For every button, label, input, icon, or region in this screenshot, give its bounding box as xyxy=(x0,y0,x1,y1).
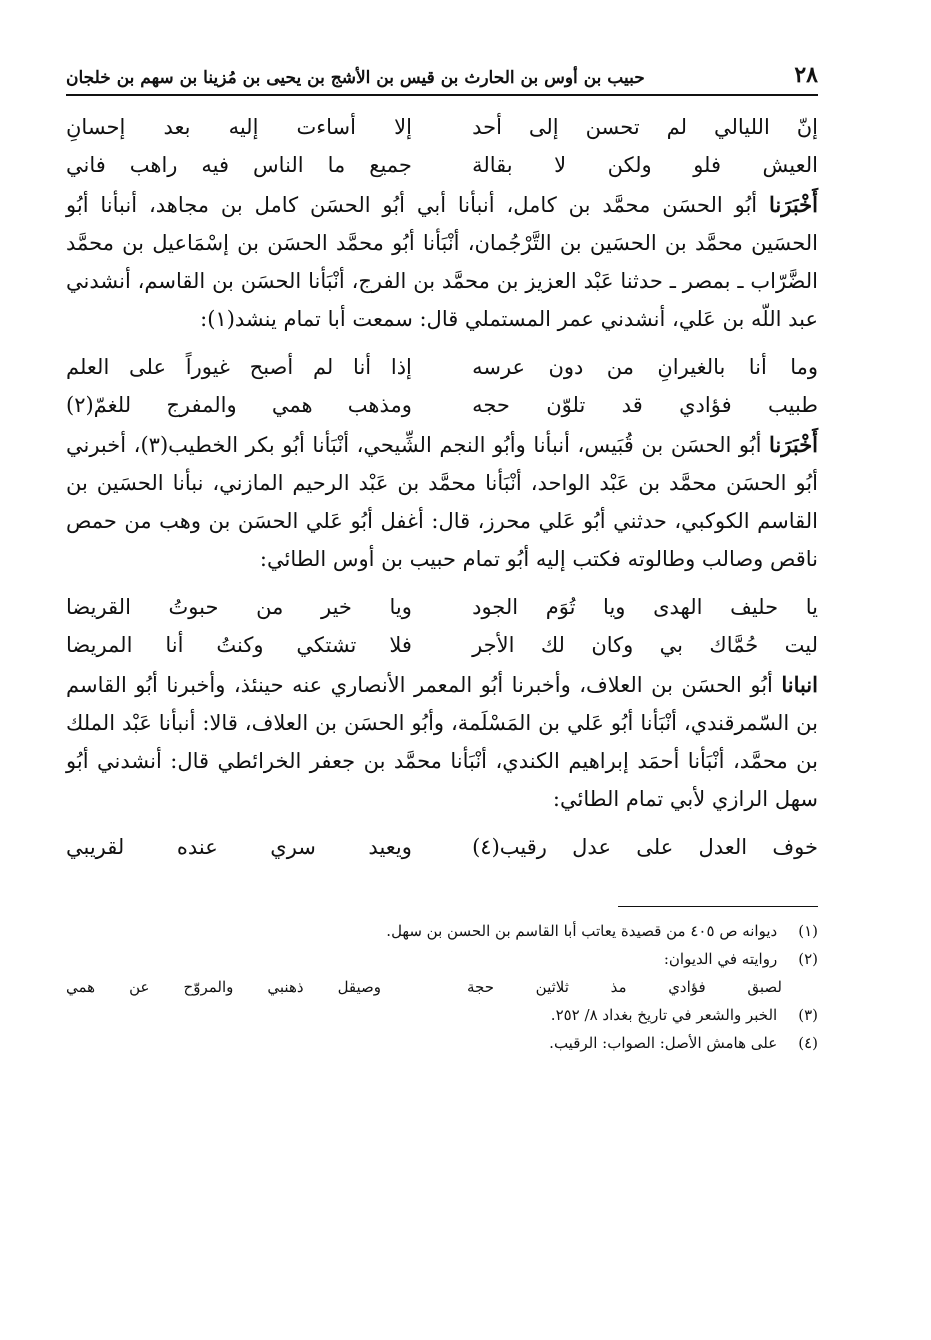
footnote-text: على هامش الأصل: الصواب: الرقيب. xyxy=(549,1034,778,1052)
footnote-number: (٤) xyxy=(798,1034,818,1052)
verse-second-hemistich: ومذهب همي والمفرج للغمّ(٢) xyxy=(66,393,412,417)
footnote xyxy=(66,1029,818,1057)
footnote xyxy=(66,917,818,945)
paragraph-text: أبُو الحسَن بن قُبَيس، أنبأنا وأبُو النجم الشِّيحي، أنْبَأنا أبُو بكر الخطيب(٣)، أخبرني أبُو الحسَن محمَّد بن عَبْد الواحد، أنْبَأنا محمَّد بن عَبْد الرحيم المازني، نبأنا الحسَين بن القاسم الكوكبي، حدثني أبُو عَلي محرز، قال: أغفل أبُو عَلي الحسَن بن وهب من حمص ناقص وصالب وطالوته فكتب إليه أبُو تمام حبيب بن أوس الطائي: xyxy=(66,433,818,571)
running-title: حبيب بن أوس بن الحارث بن قيس بن الأشج بن يحيى بن مُزينا بن سهم بن خلجان xyxy=(66,68,645,88)
footnote xyxy=(66,1001,818,1029)
verse-first-hemistich: وما أنا بالغيرانِ من دون عرسه xyxy=(472,355,818,379)
paragraph-lead-word: انبانا xyxy=(781,672,818,697)
verse-line xyxy=(66,108,818,146)
verse-line xyxy=(66,348,818,386)
verse-first-hemistich: إنّ الليالي لم تحسن إلى أحد xyxy=(472,115,818,139)
verse-first-hemistich: خوف العدل على عدل رقيب(٤) xyxy=(472,835,818,859)
verse-first-hemistich: طبيب فؤادي قد تلوّن حجه xyxy=(472,393,818,417)
verse-second-hemistich: جميع ما الناس فيه راهب فاني xyxy=(66,153,412,177)
footnote-number: (١) xyxy=(798,922,818,940)
verse-second-hemistich: ويعيد سري عنده لقريبي xyxy=(66,835,412,859)
narration-paragraph xyxy=(66,426,818,578)
verse-second-hemistich: وصيقل ذهنبي والمروّح عن همي xyxy=(66,978,382,996)
footnote-number: (٢) xyxy=(798,950,818,968)
footnote-text: الخبر والشعر في تاريخ بغداد ٨/ ٢٥٢. xyxy=(550,1006,778,1024)
verse-first-hemistich: يا حليف الهدى ويا تُوَم الجود xyxy=(472,595,818,619)
narration-paragraph xyxy=(66,186,818,338)
verse-line xyxy=(66,386,818,424)
verse-second-hemistich: إذا أنا لم أصبح غيوراً على العلم xyxy=(66,355,412,379)
paragraph-lead-word: أَخْبَرَنا xyxy=(769,432,819,457)
verse-line xyxy=(66,828,818,866)
verse-first-hemistich: لصبق فؤادي مذ ثلاثين حجة xyxy=(466,978,782,996)
page-number: ٢٨ xyxy=(794,62,818,88)
verse-line xyxy=(66,146,818,184)
verse-line xyxy=(66,588,818,626)
narration-paragraph xyxy=(66,666,818,818)
footnote-text: ديوانه ص ٤٠٥ من قصيدة يعاتب أبا القاسم بن الحسن بن سهل. xyxy=(386,922,778,940)
book-page xyxy=(66,52,818,1057)
verse-first-hemistich: ليت حُمَّاك بي وكان لك الأجر xyxy=(472,633,818,657)
verse-second-hemistich: ويا خير من حبوتُ القريضا xyxy=(66,595,412,619)
verse-line xyxy=(66,626,818,664)
footnote-text: روايته في الديوان: xyxy=(663,950,778,968)
paragraph-text: أبُو الحسَن محمَّد بن كامل، أنبأنا أبي أبُو الحسَن كامل بن مجاهد، أنبأنا أبُو الحسَين محمَّد بن الحسَين بن التَّرْجُمان، أنْبَأنا أبُو محمَّد الحسَن بن إسْمَاعيل بن محمَّد الضَّرّاب ـ بمصر ـ حدثنا عَبْد العزيز بن محمَّد بن الفرج، أنْبَأنا الحسَن بن القاسم، أنشدني عبد اللّه بن عَلي، أنشدني عمر المستملي قال: سمعت أبا تمام ينشد(١): xyxy=(66,193,818,331)
verse-first-hemistich: العيش فلو ولكن لا بقالة xyxy=(472,153,818,177)
paragraph-lead-word: أَخْبَرَنا xyxy=(769,192,818,217)
page-header xyxy=(66,52,818,96)
verse-second-hemistich: إلا أساءت إليه بعد إحسانِ xyxy=(66,115,412,139)
footnote-divider xyxy=(618,906,818,907)
footnote-number: (٣) xyxy=(798,1006,818,1024)
verse-second-hemistich: فلا تشتكي وكنتُ أنا المريضا xyxy=(66,633,412,657)
footnote-verse xyxy=(66,973,818,1001)
paragraph-text: أبُو الحسَن بن العلاف، وأخبرنا أبُو المعمر الأنصاري عنه حينئذ، وأخبرنا أبُو القاسم بن السّمرقندي، أنْبَأنا أبُو عَلي بن المَسْلَمة، وأبُو الحسَن بن العلاف، قالا: أنبأنا عَبْد الملك بن محمَّد، أنْبَأنا أحمَد إبراهيم الكندي، أنْبَأنا محمَّد بن جعفر الخرائطي قال: أنشدني أبُو سهل الرازي لأبي تمام الطائي: xyxy=(66,673,818,811)
footnote xyxy=(66,945,818,973)
